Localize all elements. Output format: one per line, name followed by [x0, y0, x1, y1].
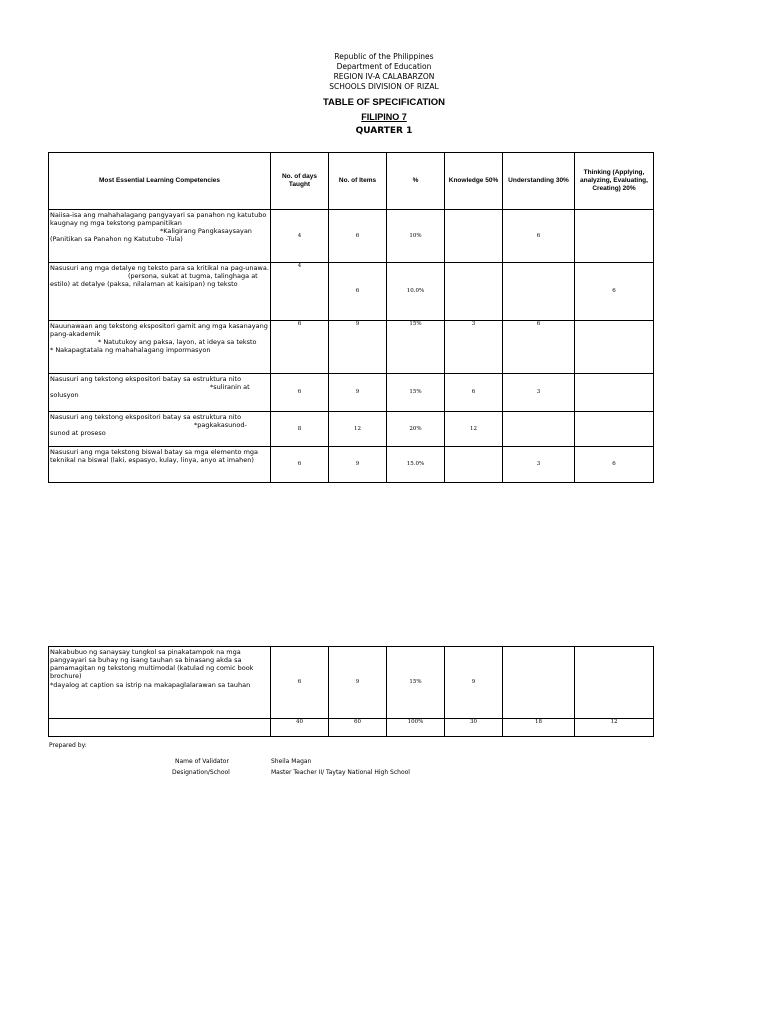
thinking-cell: 6	[575, 447, 654, 483]
days-cell: 8	[271, 412, 329, 447]
competency-text: Nasusuri ang mga tekstong biswal batay sa mga elemento mga teknikal na biswal (laki, espasyo, kulay, linya, anyo at imahen)	[50, 448, 259, 465]
table-row	[49, 412, 654, 447]
understanding-cell: 3	[503, 447, 575, 483]
knowledge-cell	[445, 263, 503, 321]
header-region: REGION IV-A CALABARZON	[333, 72, 435, 81]
competency-cell	[49, 647, 271, 719]
quarter-title: QUARTER 1	[355, 126, 413, 136]
competency-note: sunod at proseso	[50, 429, 106, 438]
thinking-cell: 6	[575, 263, 654, 321]
items-cell: 12	[329, 412, 387, 447]
totals-label-cell	[49, 719, 271, 737]
specification-table-continued	[48, 646, 654, 737]
items-cell: 9	[329, 647, 387, 719]
total-days: 40	[271, 719, 329, 737]
designation-label: Designation/School	[172, 769, 230, 776]
total-thinking: 12	[575, 719, 654, 737]
table-row	[49, 447, 654, 483]
validator-label: Name of Validator	[175, 758, 229, 765]
header-republic: Republic of the Philippines	[334, 52, 434, 61]
competency-text: Nasusuri ang tekstong ekspositori batay sa estruktura nito	[50, 375, 242, 383]
header-department: Department of Education	[336, 62, 432, 71]
col-header-understanding: Understanding 30%	[503, 153, 575, 210]
total-percent: 100%	[387, 719, 445, 737]
competency-subtopic: *suliranin at	[210, 383, 250, 392]
competency-subtopic: *dayalog at caption sa istrip na makapaglalarawan sa tauhan	[50, 680, 251, 689]
competency-cell	[49, 321, 271, 374]
days-cell: 4	[271, 263, 329, 321]
competency-subtopic: * Natutukoy ang paksa, layon, at ideya sa teksto	[98, 338, 257, 347]
competency-cell	[49, 210, 271, 263]
understanding-cell: 6	[503, 321, 575, 374]
totals-row	[49, 719, 654, 737]
competency-subtopic: *Kaligirang Pangkasaysayan	[160, 227, 252, 236]
competency-subtopic: (persona, sukat at tugma, talinghaga at	[128, 272, 258, 281]
percent-cell: 15%	[387, 374, 445, 412]
percent-cell: 10.0%	[387, 263, 445, 321]
days-cell: 4	[271, 210, 329, 263]
table-row	[49, 210, 654, 263]
knowledge-cell: 12	[445, 412, 503, 447]
percent-cell: 15.0%	[387, 447, 445, 483]
col-header-thinking: Thinking (Applying, analyzing, Evaluating, Creating) 20%	[575, 153, 654, 210]
competency-text: Naiisa-isa ang mahahalagang pangyayari sa panahon ng katutubo kaugnay ng mga tekstong pampanitikan	[50, 211, 267, 228]
items-cell: 9	[329, 321, 387, 374]
prepared-by-label: Prepared by:	[49, 742, 87, 749]
items-cell: 9	[329, 374, 387, 412]
validator-name: Sheila Magan	[271, 758, 312, 765]
competency-subtopic: *pagkakasunod-	[194, 421, 247, 430]
items-cell: 9	[329, 447, 387, 483]
col-header-competencies: Most Essential Learning Competencies	[49, 153, 271, 210]
thinking-cell	[575, 647, 654, 719]
percent-cell: 10%	[387, 210, 445, 263]
knowledge-cell: 9	[445, 647, 503, 719]
subject-title: FILIPINO 7	[361, 112, 407, 122]
understanding-cell	[503, 412, 575, 447]
table-row	[49, 647, 654, 719]
col-header-percent: %	[387, 153, 445, 210]
items-cell: 6	[329, 210, 387, 263]
designation-value: Master Teacher II/ Taytay National High School	[271, 769, 410, 776]
understanding-cell	[503, 647, 575, 719]
table-row	[49, 263, 654, 321]
table-row	[49, 374, 654, 412]
items-cell: 6	[329, 263, 387, 321]
competency-text: Nasusuri ang tekstong ekspositori batay sa estruktura nito	[50, 413, 242, 421]
competency-cell	[49, 374, 271, 412]
competency-cell	[49, 263, 271, 321]
percent-cell: 15%	[387, 647, 445, 719]
knowledge-cell	[445, 210, 503, 263]
percent-cell: 15%	[387, 321, 445, 374]
col-header-days: No. of days Taught	[271, 153, 329, 210]
days-cell: 6	[271, 647, 329, 719]
thinking-cell	[575, 321, 654, 374]
days-cell: 6	[271, 447, 329, 483]
total-understanding: 18	[503, 719, 575, 737]
competency-text: Nasusuri ang mga detalye ng teksto para sa kritikal na pag-unawa.	[50, 264, 269, 272]
knowledge-cell	[445, 447, 503, 483]
understanding-cell: 6	[503, 210, 575, 263]
knowledge-cell: 3	[445, 321, 503, 374]
competency-text: Nakabubuo ng sanaysay tungkol sa pinakatampok na mga pangyayari sa buhay ng isang tauhan sa binasang akda sa pamamagitan ng tekstong multimodal (katulad ng comic book brochure)	[50, 648, 254, 681]
header-division: SCHOOLS DIVISION OF RIZAL	[329, 82, 439, 91]
understanding-cell: 3	[503, 374, 575, 412]
competency-note: (Panitikan sa Panahon ng Katutubo -Tula)	[50, 235, 183, 244]
competency-note: * Nakapagtatala ng mahahalagang impormasyon	[50, 346, 211, 355]
thinking-cell	[575, 412, 654, 447]
competency-note: estilo) at detalye (paksa, nilalaman at kaisipan) ng teksto	[50, 280, 238, 289]
knowledge-cell: 6	[445, 374, 503, 412]
understanding-cell	[503, 263, 575, 321]
col-header-knowledge: Knowledge 50%	[445, 153, 503, 210]
specification-table	[48, 152, 654, 483]
thinking-cell	[575, 374, 654, 412]
document-title: TABLE OF SPECIFICATION	[322, 97, 446, 108]
table-row	[49, 321, 654, 374]
days-cell: 6	[271, 321, 329, 374]
competency-cell	[49, 447, 271, 483]
competency-cell	[49, 412, 271, 447]
total-items: 60	[329, 719, 387, 737]
percent-cell: 20%	[387, 412, 445, 447]
competency-note: solusyon	[50, 391, 79, 400]
competency-text: Nauunawaan ang tekstong ekspositori gamit ang mga kasanayang pang-akademik	[50, 322, 268, 339]
col-header-items: No. of Items	[329, 153, 387, 210]
table-header-row	[49, 153, 654, 210]
days-cell: 6	[271, 374, 329, 412]
thinking-cell	[575, 210, 654, 263]
total-knowledge: 30	[445, 719, 503, 737]
